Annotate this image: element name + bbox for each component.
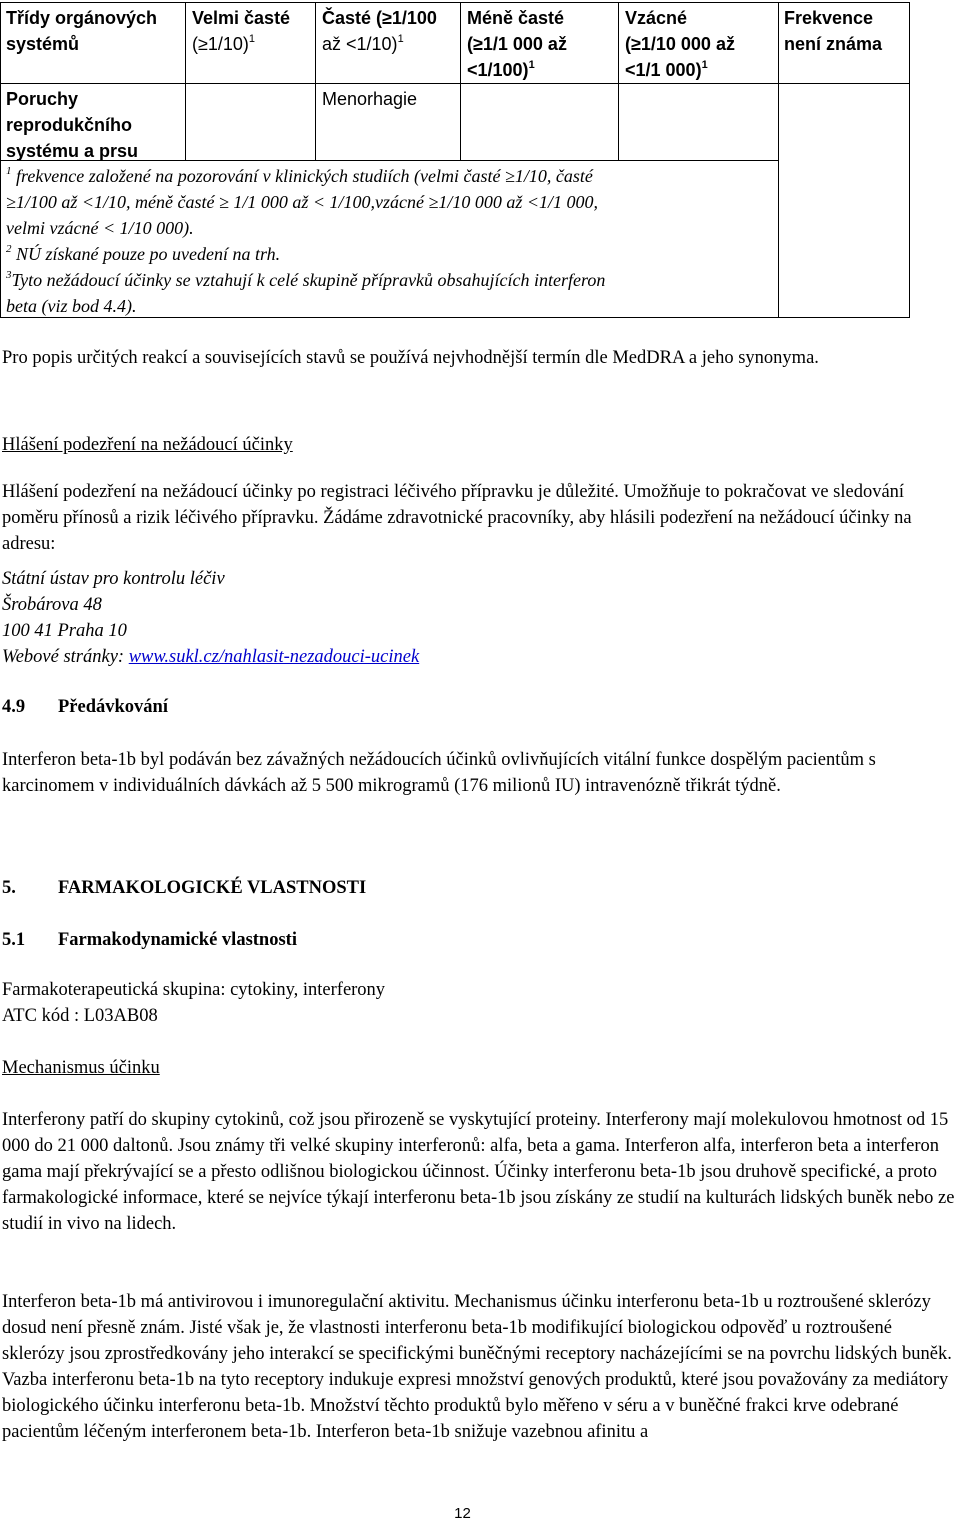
pharmacotherapeutic-group: Farmakoterapeutická skupina: cytokiny, interferony xyxy=(2,980,386,1000)
reporting-address xyxy=(2,566,957,670)
table-col-divider xyxy=(460,2,461,161)
row-organ-class: Poruchy reprodukčního systému a prsu xyxy=(6,89,139,161)
section-title: Farmakodynamické vlastnosti xyxy=(58,930,297,950)
table-col-divider xyxy=(618,2,619,161)
section-5-heading xyxy=(2,875,366,901)
footnote-1: $^1$ frekvence založené na pozorování v klinických studiích (velmi časté ≥1/10, časté ≥1/100 až <1/10, méně časté ≥ 1/1 000 až < 1/100,vzácné ≥1/10 000 až <1/1 000, velmi vzácné < 1/10 000). xyxy=(6,165,599,238)
section-number: 5. xyxy=(2,878,16,898)
address-line: Šrobárova 48 xyxy=(2,595,102,615)
mechanism-paragraph-1: Interferony patří do skupiny cytokinů, což jsou přirozeně se vyskytující proteiny. Interferony mají molekulovou hmotnost od 15 000 do 21 000 daltonů. Jsou známy tři velké skupiny interferonů: alfa, beta a gama. Interferon alfa, interferon beta a interferon gama mají překrývající se a přesto odlišnou biologickou účinnost. Účinky interferonu beta-1b jsou druhově specifické, a proto farmakologické informace, které se nejvíce týkají interferonu beta-1b jsou získány ze studií na kulturách lidských buněk nebo ze studií in vivo na lidech. xyxy=(2,1110,955,1234)
section-5-1-heading xyxy=(2,927,297,953)
header-rare: Vzácné (≥1/10 000 až <1/1 000)$^1$ xyxy=(625,8,735,80)
header-common: Časté (≥1/100 až <1/10)$^1$ xyxy=(322,8,437,54)
atc-code: ATC kód : L03AB08 xyxy=(2,1006,158,1026)
reporting-heading: Hlášení podezření na nežádoucí účinky xyxy=(2,435,293,455)
section-title: Předávkování xyxy=(58,697,168,717)
reporting-paragraph: Hlášení podezření na nežádoucí účinky po registraci léčivého přípravku je důležité. Umožňuje to pokračovat ve sledování poměru přínosů a rizik léčivého přípravku. Žádáme zdravotnické pracovníky, aby hlásili podezření na nežádoucí účinky na adresu: xyxy=(2,482,912,554)
footnote-2: $^2$ NÚ získané pouze po uvedení na trh. xyxy=(6,243,281,264)
table-col-divider xyxy=(315,2,316,161)
footnote-3: $^3$Tyto nežádoucí účinky se vztahují k celé skupině přípravků obsahujících interferon beta (viz bod 4.4). xyxy=(6,269,606,316)
header-uncommon: Méně časté (≥1/1 000 až <1/100)$^1$ xyxy=(467,8,567,80)
header-very-common: Velmi časté (≥1/10)$^1$ xyxy=(192,8,291,54)
table-col-divider xyxy=(185,2,186,161)
table-col-divider xyxy=(778,2,779,318)
mechanism-heading: Mechanismus účinku xyxy=(2,1058,160,1078)
table-border-right xyxy=(909,2,910,318)
address-line: 100 41 Praha 10 xyxy=(2,621,127,641)
section-number: 5.1 xyxy=(2,930,26,950)
table-border-left xyxy=(0,2,1,318)
section-number: 4.9 xyxy=(2,697,26,717)
table-border-header xyxy=(0,83,910,84)
section-title: FARMAKOLOGICKÉ VLASTNOSTI xyxy=(58,878,367,898)
header-frequency-unknown: Frekvence není známa xyxy=(784,8,883,54)
section-4-9-text: Interferon beta-1b byl podáván bez závažných nežádoucích účinků ovlivňujících vitální funkce dospělým pacientům s karcinomem v individuálních dávkách až 5 500 mikrogramů (176 milionů IU) intravenózně třikrát týdně. xyxy=(2,750,876,796)
address-line: Státní ústav pro kontrolu léčiv xyxy=(2,569,225,589)
table-border-top xyxy=(0,2,910,3)
website-link[interactable]: www.sukl.cz/nahlasit-nezadouci-ucinek xyxy=(128,647,420,667)
page-number: 12 xyxy=(454,1505,471,1522)
cell-menorrhagia: Menorhagie xyxy=(322,89,418,109)
meddra-note: Pro popis určitých reakcí a souvisejících stavů se používá nejvhodnější termín dle MedDRA a jeho synonyma. xyxy=(2,348,819,368)
header-organ-class: Třídy orgánových systémů xyxy=(6,8,158,54)
website-label: Webové stránky: xyxy=(2,647,129,667)
section-4-9-heading xyxy=(2,694,168,720)
mechanism-paragraph-2: Interferon beta-1b má antivirovou i imunoregulační aktivitu. Mechanismus účinku interferonu beta-1b u roztroušené sklerózy dosud není přesně znám. Jisté však je, že vlastnosti interferonu beta-1b modifikující biologickou odpověď u roztroušené sklerózy jsou zprostředkovány jeho interakcí se specifickými buněčnými receptory nacházejícími se na povrchu lidských buněk. Vazba interferonu beta-1b na tyto receptory indukuje expresi množství genových produktů, které jsou považovány za mediátory biologického účinku interferonu beta-1b. Množství těchto produktů bylo měřeno v séru a v buněčné frakci krve odebrané pacientům léčeným interferonem beta-1b. Interferon beta-1b snižuje vazebnou afinitu a xyxy=(2,1292,952,1442)
